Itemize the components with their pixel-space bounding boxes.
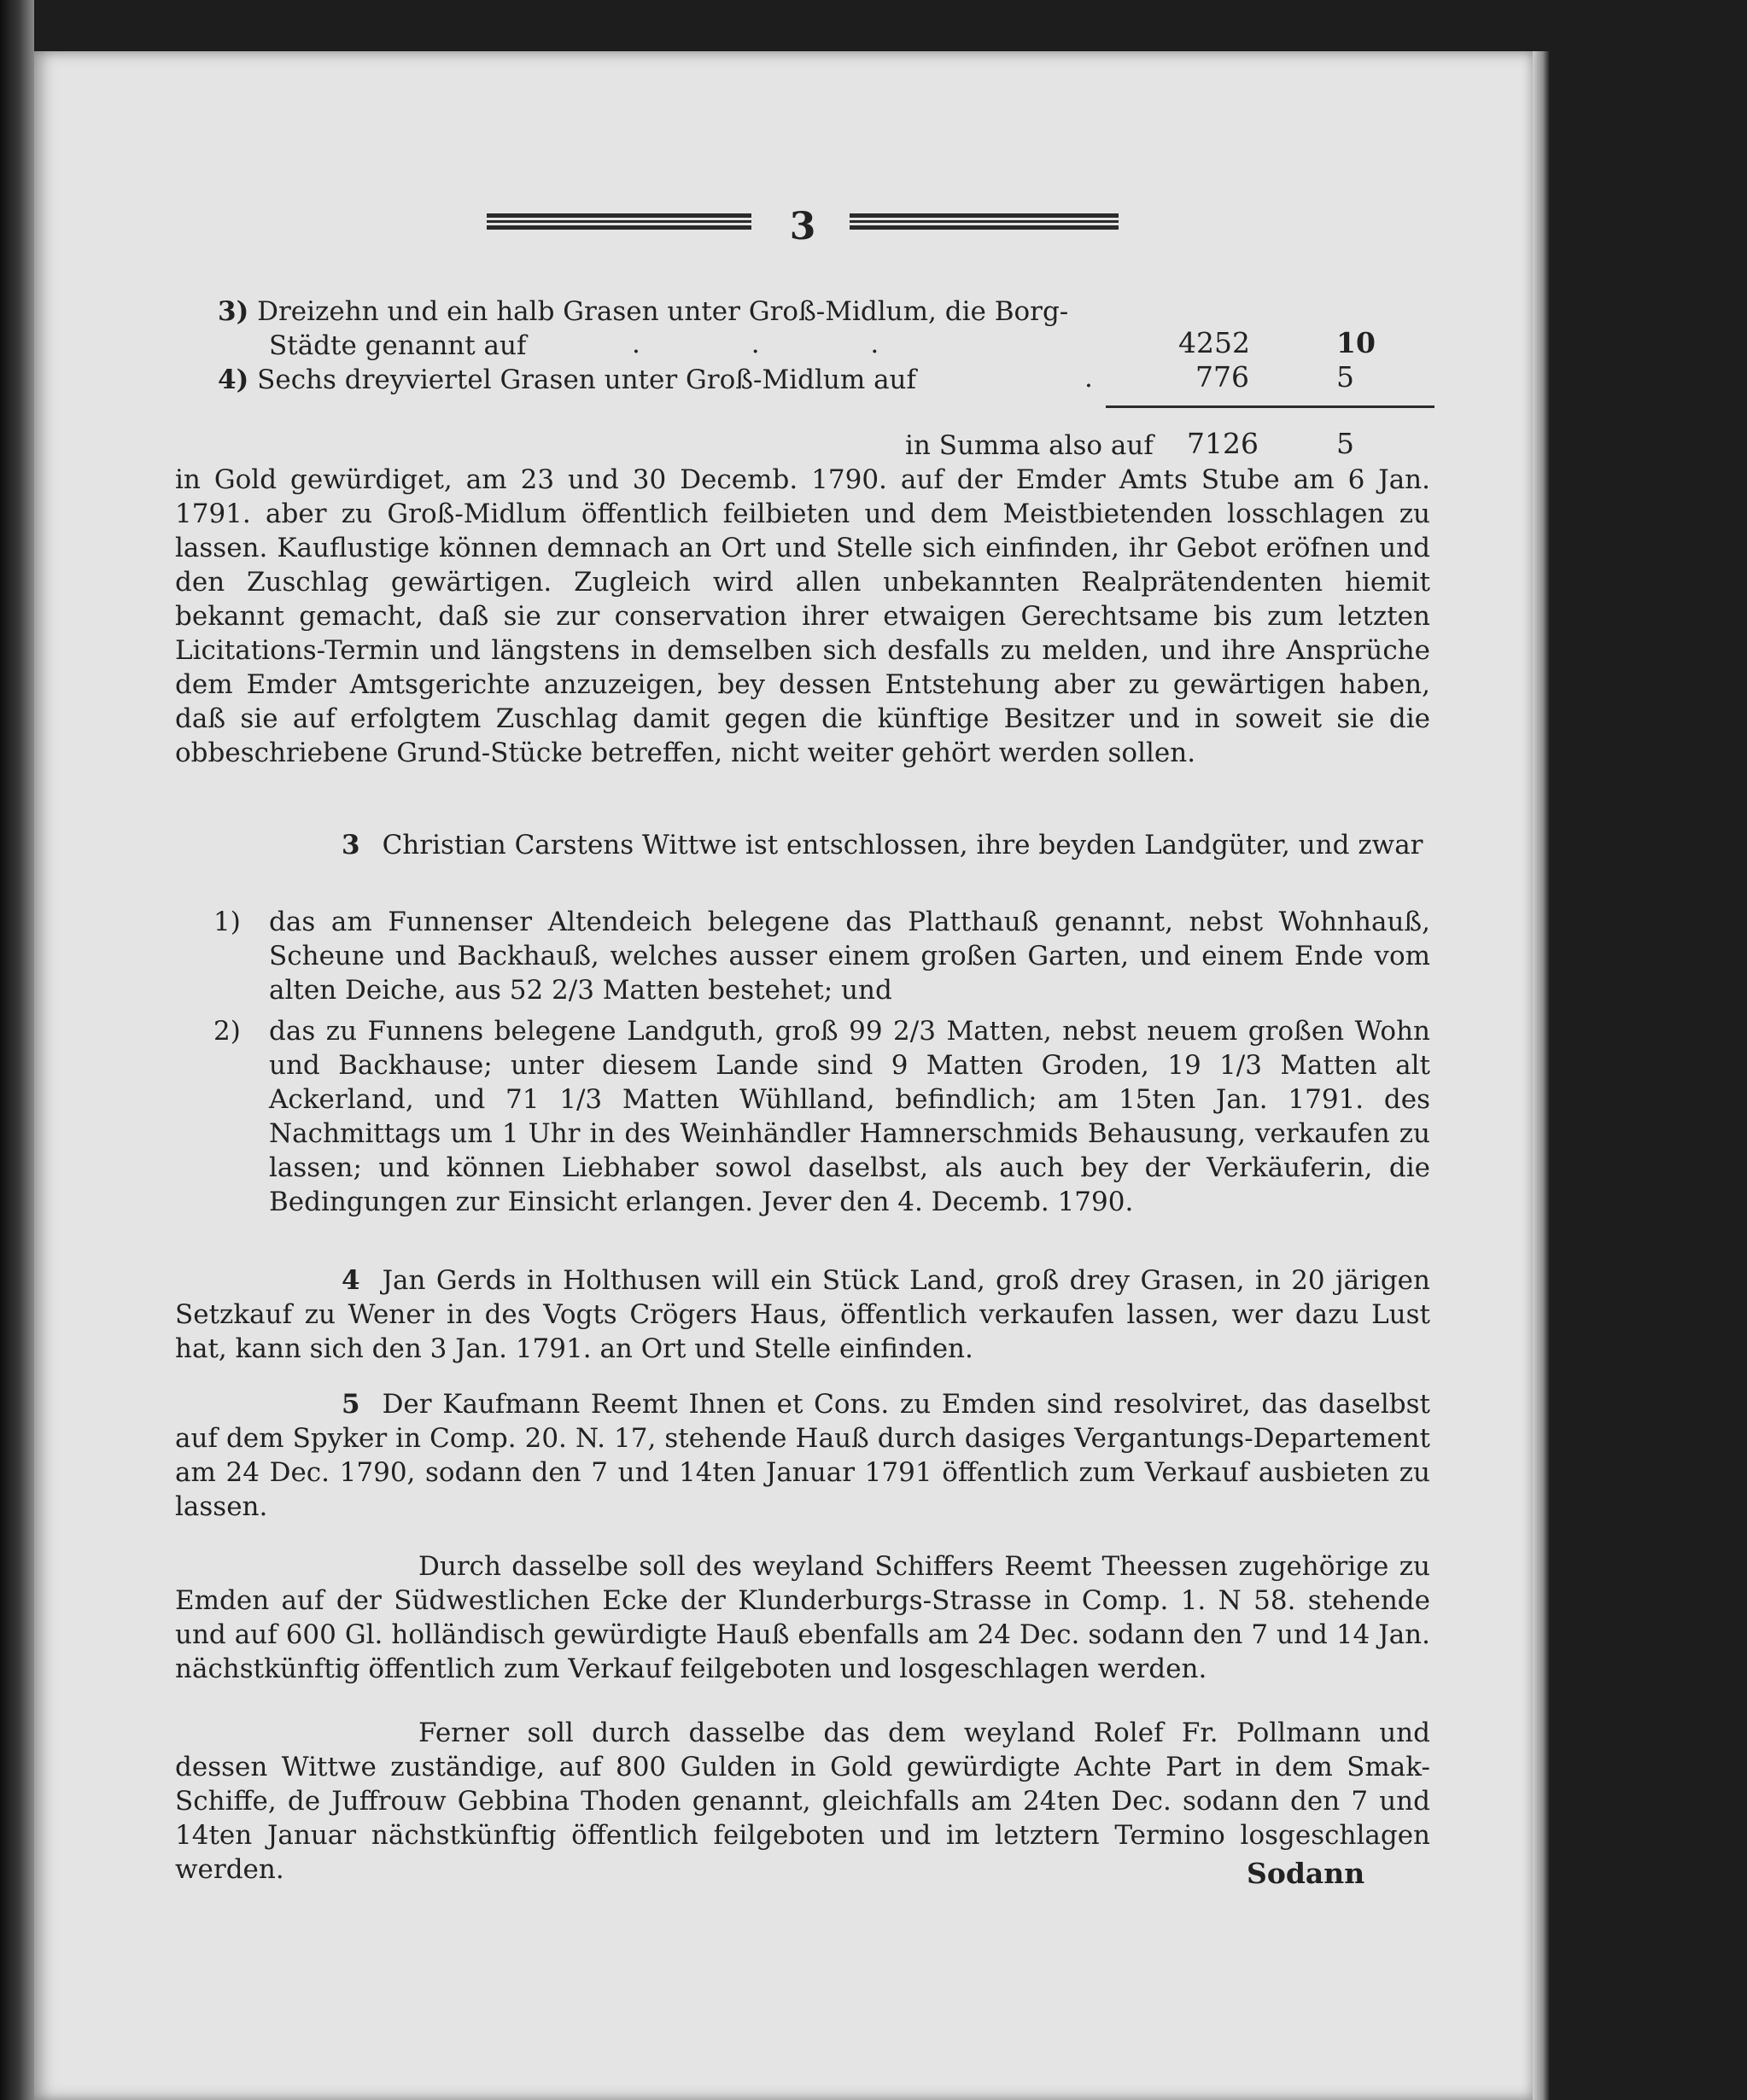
sum-subamount: 5 (1336, 427, 1354, 460)
entry-3-line-2: Städte genannt auf (269, 330, 527, 361)
entry-3-number: 3) (218, 296, 249, 327)
catchword: Sodann (1247, 1857, 1365, 1890)
paragraph-6: Durch dasselbe soll des weyland Schiffers Reemt Theessen zugehörige zu Emden auf der Südwestlichen Ecke der Klunderburgs-Strasse in Comp. 1. N 58. stehende und auf 600 Gl. holländisch gewürdigte Hauß ebenfalls am 24 Dec. sodann den 7 und 14 Jan. nächstkünftig öffentlich zum Verkauf feilgeboten und losgeschlagen werden. (175, 1551, 1430, 1684)
item-1-number: 1) (213, 907, 241, 937)
book-page (34, 51, 1533, 2100)
dot-leader-2: . (1084, 363, 1144, 394)
entry-4-line (218, 363, 916, 397)
entry-3-line-1 (218, 295, 1068, 329)
entry-3-subamount: 10 (1336, 326, 1376, 359)
section-4-number: 4 (342, 1265, 360, 1296)
paragraph-4 (175, 1263, 1430, 1366)
page-header (34, 205, 1533, 256)
paragraph-3 (175, 828, 1430, 862)
entry-3-text: Dreizehn und ein halb Grasen unter Groß-Midlum, die Borg- (257, 296, 1069, 327)
entry-4-subamount: 5 (1336, 360, 1354, 394)
header-rule-left (487, 213, 751, 232)
entry-3-amount: 4252 (1178, 326, 1250, 359)
paragraph-7: Ferner soll durch dasselbe das dem weyland Rolef Fr. Pollmann und dessen Wittwe zuständige, auf 800 Gulden in Gold gewürdigte Achte Part in dem Smak-Schiffe, de Juffrouw Gebbina Thoden genannt, gleichfalls am 24ten Dec. sodann den 7 und 14ten Januar nächstkünftig öffentlich feilgeboten und im letztern Termino losgeschlagen werden. (175, 1718, 1430, 1885)
sum-rule (1106, 405, 1434, 408)
section-4-text: Jan Gerds in Holthusen will ein Stück Land, groß drey Grasen, in 20 järigen Setzkauf zu Wener in des Vogts Crögers Haus, öffentlich verkaufen lassen, wer dazu Lust hat, kann sich den 3 Jan. 1791. an Ort und Stelle einfinden. (175, 1265, 1430, 1364)
entry-4-text: Sechs dreyviertel Grasen unter Groß-Midlum auf (257, 365, 916, 395)
sum-amount: 7126 (1187, 427, 1259, 460)
entry-4-amount: 776 (1195, 360, 1249, 394)
paragraph-sale-terms: in Gold gewürdiget, am 23 und 30 Decemb. 1790. auf der Emder Amts Stube am 6 Jan. 1791. aber zu Groß-Midlum öffentlich feilbieten und dem Meistbietenden losschlagen zu lassen. Kauflustige können demnach an Ort und Stelle sich einfinden, ihr Gebot eröfnen und den Zuschlag gewärtigen. Zugleich wird allen unbekannten Realprätendenten hiemit bekannt gemacht, daß sie zur conservation ihrer etwaigen Gerechtsame bis zum letzten Licitations-Termin und längstens in demselben sich desfalls zu melden, und ihre Ansprüche dem Emder Amtsgerichte anzuzeigen, bey dessen Entstehung aber zu gewärtigen haben, daß sie auf erfolgtem Zuschlag damit gegen die künftige Besitzer und in soweit sie die obbeschriebene Grund-Stücke betreffen, nicht weiter gehört werden sollen. (175, 464, 1430, 768)
item-2-number: 2) (213, 1016, 241, 1047)
section-5-text: Der Kaufmann Reemt Ihnen et Cons. zu Emden sind resolviret, das daselbst auf dem Spyker in Comp. 20. N. 17, stehende Hauß durch dasiges Vergantungs-Departement am 24 Dec. 1790, sodann den 7 und 14ten Januar 1791 öffentlich zum Verkauf ausbieten zu lassen. (175, 1389, 1430, 1522)
dot-leader: . . . (632, 329, 931, 359)
page-edge-shadow (1533, 51, 1550, 2100)
section-3-number: 3 (342, 830, 360, 860)
section-5-number: 5 (342, 1389, 360, 1420)
sum-label: in Summa also auf (905, 430, 1154, 461)
page-number: 3 (789, 205, 816, 248)
book-spine-shadow (0, 0, 34, 2100)
header-rule-right (850, 213, 1119, 232)
section-3-text: Christian Carstens Wittwe ist entschlossen, ihre beyden Landgüter, und zwar (382, 830, 1423, 860)
paragraph-5 (175, 1387, 1430, 1524)
item-2-text: das zu Funnens belegene Landguth, groß 99 2/3 Matten, nebst neuem großen Wohn und Backhause; unter diesem Lande sind 9 Matten Groden, 19 1/3 Matten alt Ackerland, und 71 1/3 Matten Wühlland, befindlich; am 15ten Jan. 1791. des Nachmittags um 1 Uhr in des Weinhändler Hamnerschmids Behausung, verkaufen zu lassen; und können Liebhaber sowol daselbst, als auch bey der Verkäuferin, die Bedingungen zur Einsicht erlangen. Jever den 4. Decemb. 1790. (269, 1016, 1430, 1217)
entry-4-number: 4) (218, 365, 249, 395)
item-1-text: das am Funnenser Altendeich belegene das Platthauß genannt, nebst Wohnhauß, Scheune und Backhauß, welches ausser einem großen Garten, und einem Ende vom alten Deiche, aus 52 2/3 Matten bestehet; und (269, 907, 1430, 1006)
